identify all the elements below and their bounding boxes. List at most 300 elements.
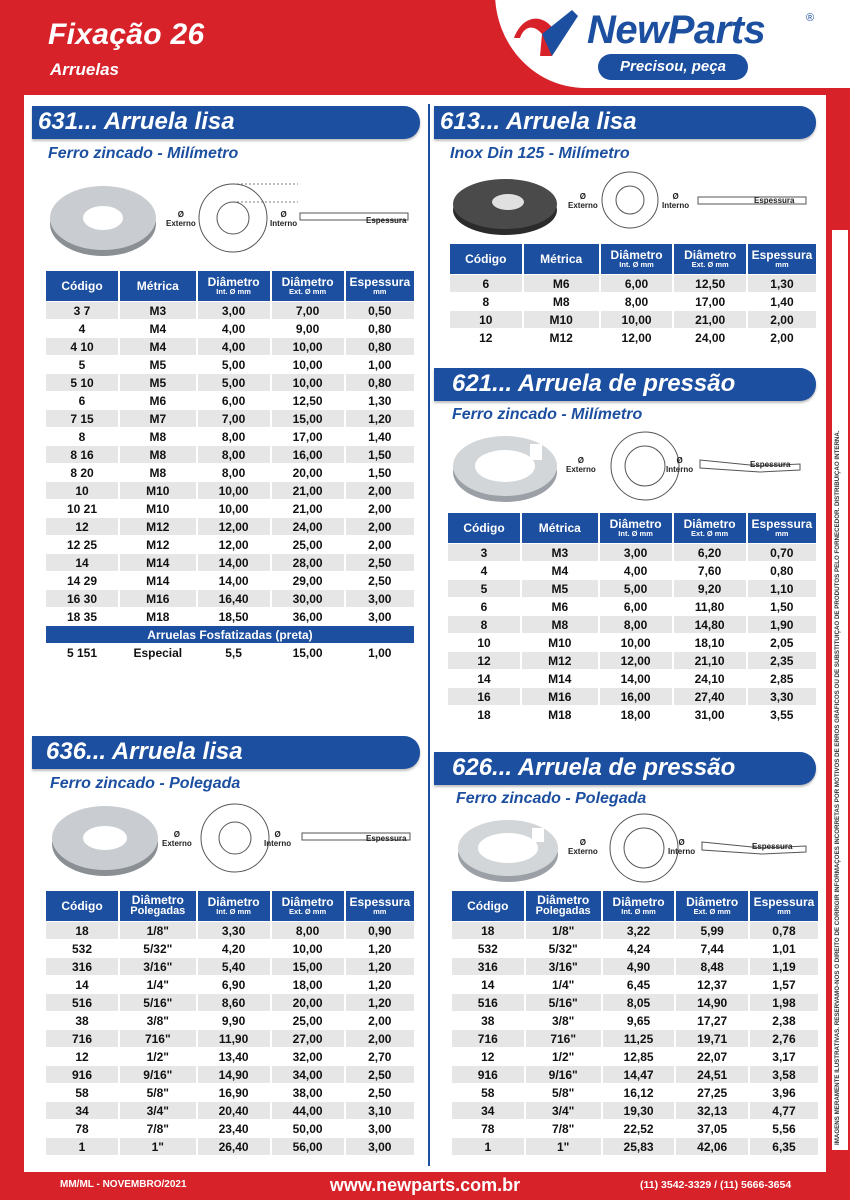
table-cell: 9,65 (603, 1012, 675, 1029)
table-cell: 50,00 (272, 1120, 344, 1137)
table-cell: 3,10 (346, 1102, 414, 1119)
table-cell: 2,00 (346, 1030, 414, 1047)
table-cell: 1,57 (750, 976, 818, 993)
table-cell: 19,71 (676, 1030, 748, 1047)
table-631-body (46, 302, 414, 661)
table-cell: M4 (522, 562, 598, 579)
table-cell: 20,00 (272, 464, 344, 481)
footer-website[interactable]: www.newparts.com.br (329, 1175, 521, 1195)
table-631-header (46, 271, 414, 301)
table-cell: 3,96 (750, 1084, 818, 1101)
table-cell: 16,90 (198, 1084, 270, 1101)
table-row (448, 616, 816, 633)
table-cell: 4,77 (750, 1102, 818, 1119)
table-cell: 5,00 (198, 374, 270, 391)
table-cell: M10 (120, 482, 196, 499)
table-row (46, 518, 414, 535)
table-cell: 5 10 (46, 374, 118, 391)
section-631-title: 631... Arruela lisa (38, 108, 235, 135)
table-cell: 916 (46, 1066, 118, 1083)
table-row (448, 652, 816, 669)
table-cell: 14,80 (674, 616, 746, 633)
table-cell: 0,50 (346, 302, 414, 319)
table-636 (44, 890, 416, 1156)
table-cell: 8,00 (198, 464, 270, 481)
column-header: Métrica (522, 513, 598, 543)
table-cell: 1,00 (346, 356, 414, 373)
table-cell: 10,00 (272, 338, 344, 355)
spring-washer-icon (456, 814, 566, 886)
table-cell: 2,76 (750, 1030, 818, 1047)
table-cell: M4 (120, 320, 196, 337)
column-header: Espessura mm (346, 891, 414, 921)
column-header: Diâmetro Ext. Ø mm (272, 891, 344, 921)
table-cell: 5 (448, 580, 520, 597)
section-613-title: 613... Arruela lisa (440, 108, 637, 135)
table-cell: 38 (46, 1012, 118, 1029)
table-cell: 27,00 (272, 1030, 344, 1047)
table-row (46, 1012, 414, 1029)
table-cell: M8 (524, 293, 599, 310)
table-cell: 4,00 (198, 320, 270, 337)
table-cell: 78 (452, 1120, 524, 1137)
table-row (452, 1102, 818, 1119)
table-cell: 532 (46, 940, 118, 957)
table-cell: 8 16 (46, 446, 118, 463)
table-cell: 9/16" (120, 1066, 196, 1083)
table-cell: 4 (46, 320, 118, 337)
column-header: Diâmetro Ext. Ø mm (676, 891, 748, 921)
table-cell: M8 (120, 428, 196, 445)
table-cell: 19,30 (603, 1102, 675, 1119)
table-row (46, 356, 414, 373)
table-row (46, 608, 414, 625)
table-cell: 21,00 (272, 500, 344, 517)
table-row (448, 634, 816, 651)
label-espessura: Espessura (750, 460, 791, 469)
table-row (452, 1048, 818, 1065)
table-cell: 16,00 (600, 688, 672, 705)
disclaimer-note: IMAGENS MERAMENTE ILUSTRATIVAS. RESERVAMO-NOS O DIREITO DE CORRIGIR INFORMAÇÕES INCORRETAS POR MOTIVOS DE ERROS GRÁFICOS OU DE SUBSTITUIÇÃO DE PRODUTOS PELO FORNECEDOR. DISTRIBUIÇÃO INTERNA. (834, 430, 841, 1145)
section-621-subtitle: Ferro zincado - Milímetro (452, 406, 643, 423)
table-cell: 1,20 (346, 410, 414, 427)
table-cell: 28,00 (272, 554, 344, 571)
table-cell: M8 (120, 446, 196, 463)
column-header: Espessura mm (750, 891, 818, 921)
table-row (450, 293, 816, 310)
section-631-banner (32, 106, 420, 139)
section-621-banner (434, 368, 816, 401)
table-cell: 12,50 (674, 275, 746, 292)
table-cell: 10,00 (600, 634, 672, 651)
table-cell: 3,00 (346, 590, 414, 607)
table-row (452, 922, 818, 939)
table-row (450, 311, 816, 328)
table-cell: 7/8" (120, 1120, 196, 1137)
table-cell: 716 (46, 1030, 118, 1047)
table-cell: 2,85 (748, 670, 816, 687)
table-cell: 8,00 (600, 616, 672, 633)
table-cell: M3 (120, 302, 196, 319)
table-cell: 16 (448, 688, 520, 705)
table-636-header (46, 891, 414, 921)
column-header: Código (46, 271, 118, 301)
table-cell: 0,70 (748, 544, 816, 561)
table-cell: 13,40 (198, 1048, 270, 1065)
table-cell: 24,00 (272, 518, 344, 535)
table-cell: 4,24 (603, 940, 675, 957)
table-cell: 3,55 (748, 706, 816, 723)
table-row (452, 976, 818, 993)
table-cell: 716" (120, 1030, 196, 1047)
table-cell: 10 21 (46, 500, 118, 517)
column-divider (428, 104, 430, 1166)
table-cell: 1,50 (346, 446, 414, 463)
table-cell: 31,00 (674, 706, 746, 723)
table-cell: 5,5 (198, 644, 270, 661)
table-cell: 5/32" (120, 940, 196, 957)
table-cell: 12,00 (600, 652, 672, 669)
table-cell: 2,38 (750, 1012, 818, 1029)
table-cell: 7,00 (198, 410, 270, 427)
table-cell: M16 (120, 590, 196, 607)
table-cell: 5,00 (600, 580, 672, 597)
table-cell: 12 25 (46, 536, 118, 553)
table-row (448, 706, 816, 723)
table-cell: 15,00 (272, 644, 344, 661)
table-cell: 7 15 (46, 410, 118, 427)
table-613 (448, 243, 818, 347)
column-header: Diâmetro Int. Ø mm (198, 271, 270, 301)
section-636-subtitle: Ferro zincado - Polegada (50, 775, 241, 792)
table-cell: 9,90 (198, 1012, 270, 1029)
table-cell: 8 (448, 616, 520, 633)
table-row (46, 536, 414, 553)
table-cell: 18,50 (198, 608, 270, 625)
table-cell: 3,58 (750, 1066, 818, 1083)
table-cell: 38,00 (272, 1084, 344, 1101)
table-cell: 5,00 (198, 356, 270, 373)
table-cell: 14,90 (676, 994, 748, 1011)
section-626-banner (434, 752, 816, 785)
table-cell: 0,80 (346, 338, 414, 355)
table-cell: 17,00 (272, 428, 344, 445)
table-row (46, 554, 414, 571)
table-cell: 3/16" (120, 958, 196, 975)
table-cell: 1,19 (750, 958, 818, 975)
table-cell: 3/16" (526, 958, 601, 975)
table-cell: 14 (452, 976, 524, 993)
table-cell: M14 (120, 554, 196, 571)
table-row (46, 1120, 414, 1137)
table-cell: 2,00 (748, 311, 816, 328)
table-cell: 24,10 (674, 670, 746, 687)
table-cell: 20,00 (272, 994, 344, 1011)
table-row (448, 562, 816, 579)
table-cell: 9,00 (272, 320, 344, 337)
table-cell: M18 (522, 706, 598, 723)
label-externo: Ø Externo (568, 838, 598, 856)
label-interno: Ø Interno (270, 210, 298, 228)
table-626 (450, 890, 820, 1156)
table-cell: 26,40 (198, 1138, 270, 1155)
table-cell: 10 (450, 311, 522, 328)
table-cell: M12 (522, 652, 598, 669)
table-cell: 42,06 (676, 1138, 748, 1155)
table-cell: M6 (522, 598, 598, 615)
table-cell: M18 (120, 608, 196, 625)
table-cell: M10 (524, 311, 599, 328)
table-cell: M14 (522, 670, 598, 687)
table-cell: 34 (452, 1102, 524, 1119)
table-row (46, 500, 414, 517)
table-cell: 2,00 (346, 518, 414, 535)
table-cell: 32,00 (272, 1048, 344, 1065)
table-cell: 12 (46, 1048, 118, 1065)
table-cell: 1/2" (120, 1048, 196, 1065)
table-cell: 12,00 (601, 329, 673, 346)
table-cell: 18 35 (46, 608, 118, 625)
label-espessura: Espessura (366, 834, 407, 843)
section-621-illustration (450, 428, 810, 508)
table-cell: 25,00 (272, 536, 344, 553)
table-row (46, 1138, 414, 1155)
table-cell: 1" (120, 1138, 196, 1155)
table-cell: 1 (452, 1138, 524, 1155)
table-cell: 23,40 (198, 1120, 270, 1137)
table-cell: 21,00 (674, 311, 746, 328)
table-cell: 3 (448, 544, 520, 561)
table-cell: 3/4" (120, 1102, 196, 1119)
table-cell: 6,00 (601, 275, 673, 292)
table-cell: 14 (448, 670, 520, 687)
table-cell: 316 (46, 958, 118, 975)
table-cell: 1,00 (346, 644, 414, 661)
table-row (452, 940, 818, 957)
table-row (448, 670, 816, 687)
table-cell: 7/8" (526, 1120, 601, 1137)
table-cell: 30,00 (272, 590, 344, 607)
table-cell: 5,40 (198, 958, 270, 975)
table-row (450, 329, 816, 346)
table-cell: 34,00 (272, 1066, 344, 1083)
table-cell: 2,50 (346, 1084, 414, 1101)
table-cell: 2,00 (346, 500, 414, 517)
section-613-subtitle: Inox Din 125 - Milímetro (450, 145, 630, 162)
table-cell: 38 (452, 1012, 524, 1029)
page-title: Fixação 26 (48, 18, 205, 51)
table-cell: 5/32" (526, 940, 601, 957)
label-interno: Ø Interno (264, 830, 292, 848)
section-626-title: 626... Arruela de pressão (452, 754, 736, 781)
table-cell: 1/2" (526, 1048, 601, 1065)
table-cell: 12 (450, 329, 522, 346)
table-cell: 12,00 (198, 536, 270, 553)
table-cell: 14 (46, 554, 118, 571)
table-cell: 16,12 (603, 1084, 675, 1101)
footer-phones: (11) 3542-3329 / (11) 5666-3654 (640, 1179, 792, 1191)
table-cell: 12,37 (676, 976, 748, 993)
table-cell: 6,20 (674, 544, 746, 561)
table-cell: 8,00 (198, 428, 270, 445)
table-cell: M12 (120, 518, 196, 535)
spring-washer-icon (450, 430, 560, 506)
section-631-subtitle: Ferro zincado - Milímetro (48, 145, 239, 162)
table-cell: 3/4" (526, 1102, 601, 1119)
table-cell: 3,00 (346, 1120, 414, 1137)
table-cell: 56,00 (272, 1138, 344, 1155)
table-cell: 14 29 (46, 572, 118, 589)
table-cell: 18 (46, 922, 118, 939)
table-cell: 3,22 (603, 922, 675, 939)
table-636-body (46, 922, 414, 1155)
table-cell: 1,10 (748, 580, 816, 597)
table-cell: 4,00 (198, 338, 270, 355)
table-cell: M8 (120, 464, 196, 481)
table-cell: 34 (46, 1102, 118, 1119)
table-row (452, 1030, 818, 1047)
flat-washer-icon (50, 800, 160, 880)
table-row (46, 464, 414, 481)
table-cell: 1,90 (748, 616, 816, 633)
table-row (46, 1084, 414, 1101)
column-header: Diâmetro Int. Ø mm (603, 891, 675, 921)
table-cell: 8,00 (272, 922, 344, 939)
label-externo: Ø Externo (566, 456, 596, 474)
column-header: Diâmetro Ext. Ø mm (272, 271, 344, 301)
table-cell: 5 (46, 356, 118, 373)
logo-text: NewParts (587, 8, 766, 52)
table-cell: 0,80 (346, 374, 414, 391)
table-621-header (448, 513, 816, 543)
logo-slogan: Precisou, peça (598, 54, 748, 80)
table-cell: 3/8" (120, 1012, 196, 1029)
table-cell: M16 (522, 688, 598, 705)
table-cell: 12,85 (603, 1048, 675, 1065)
table-cell: 10,00 (272, 356, 344, 373)
table-cell: 8,05 (603, 994, 675, 1011)
table-row (452, 1012, 818, 1029)
table-cell: M14 (120, 572, 196, 589)
table-cell: M3 (522, 544, 598, 561)
column-header: Diâmetro Int. Ø mm (600, 513, 672, 543)
table-cell: 3,00 (198, 302, 270, 319)
table-row (46, 374, 414, 391)
table-row (46, 572, 414, 589)
table-cell: 2,00 (346, 536, 414, 553)
table-cell: 2,35 (748, 652, 816, 669)
table-cell: 58 (452, 1084, 524, 1101)
table-cell: 12,50 (272, 392, 344, 409)
table-cell: 6,35 (750, 1138, 818, 1155)
table-cell: 1,40 (346, 428, 414, 445)
table-cell: 14,00 (600, 670, 672, 687)
table-613-header (450, 244, 816, 274)
table-cell: 6,90 (198, 976, 270, 993)
table-cell: 1,20 (346, 940, 414, 957)
table-cell: 44,00 (272, 1102, 344, 1119)
section-626-illustration (456, 812, 816, 887)
label-interno: Ø Interno (666, 456, 694, 474)
table-row (46, 644, 414, 661)
table-cell: M4 (120, 338, 196, 355)
table-cell: 5 151 (46, 644, 118, 661)
label-externo: Ø Externo (162, 830, 192, 848)
table-cell: 17,00 (674, 293, 746, 310)
table-cell: 37,05 (676, 1120, 748, 1137)
table-cell: 7,60 (674, 562, 746, 579)
table-cell: 27,40 (674, 688, 746, 705)
column-header: Espessura mm (748, 513, 816, 543)
table-cell: 3 7 (46, 302, 118, 319)
table-row (46, 922, 414, 939)
table-cell: 17,27 (676, 1012, 748, 1029)
section-626-subtitle: Ferro zincado - Polegada (456, 790, 647, 807)
table-cell: 6,00 (600, 598, 672, 615)
table-cell: 5/16" (526, 994, 601, 1011)
section-613-illustration (450, 168, 810, 238)
table-cell: 20,40 (198, 1102, 270, 1119)
column-header: Métrica (120, 271, 196, 301)
table-cell: 21,10 (674, 652, 746, 669)
table-cell: 25,00 (272, 1012, 344, 1029)
table-subheader-cell: Arruelas Fosfatizadas (preta) (46, 626, 414, 643)
table-cell: 58 (46, 1084, 118, 1101)
table-cell: 3,00 (600, 544, 672, 561)
table-cell: 8,48 (676, 958, 748, 975)
table-cell: 14,00 (198, 554, 270, 571)
table-cell: M12 (120, 536, 196, 553)
table-cell: 1/8" (120, 922, 196, 939)
table-cell: 32,13 (676, 1102, 748, 1119)
flat-washer-icon (48, 180, 158, 260)
table-cell: 4 10 (46, 338, 118, 355)
table-cell: 27,25 (676, 1084, 748, 1101)
table-cell: 22,52 (603, 1120, 675, 1137)
table-cell: 716" (526, 1030, 601, 1047)
table-cell: 1/8" (526, 922, 601, 939)
table-cell: 10,00 (198, 482, 270, 499)
table-cell: M10 (120, 500, 196, 517)
table-cell: 14,00 (198, 572, 270, 589)
table-cell: 5/8" (526, 1084, 601, 1101)
table-cell: 8 (46, 428, 118, 445)
table-cell: 8,00 (601, 293, 673, 310)
label-externo: Ø Externo (568, 192, 598, 210)
column-header: Diâmetro Int. Ø mm (198, 891, 270, 921)
column-header: Diâmetro Polegadas (526, 891, 601, 921)
table-cell: 4 (448, 562, 520, 579)
label-interno: Ø Interno (662, 192, 690, 210)
table-cell: 11,90 (198, 1030, 270, 1047)
section-621-title: 621... Arruela de pressão (452, 370, 736, 397)
table-cell: 1/4" (120, 976, 196, 993)
table-cell: 12 (448, 652, 520, 669)
table-cell: 516 (452, 994, 524, 1011)
table-cell: 516 (46, 994, 118, 1011)
table-cell: 532 (452, 940, 524, 957)
table-cell: 3,17 (750, 1048, 818, 1065)
table-cell: 78 (46, 1120, 118, 1137)
table-cell: 14,90 (198, 1066, 270, 1083)
logo-swoosh-icon (512, 8, 582, 58)
table-cell: 16,00 (272, 446, 344, 463)
table-cell: 0,80 (346, 320, 414, 337)
table-cell: M7 (120, 410, 196, 427)
table-cell: 316 (452, 958, 524, 975)
table-row (448, 688, 816, 705)
table-cell: 18,00 (600, 706, 672, 723)
